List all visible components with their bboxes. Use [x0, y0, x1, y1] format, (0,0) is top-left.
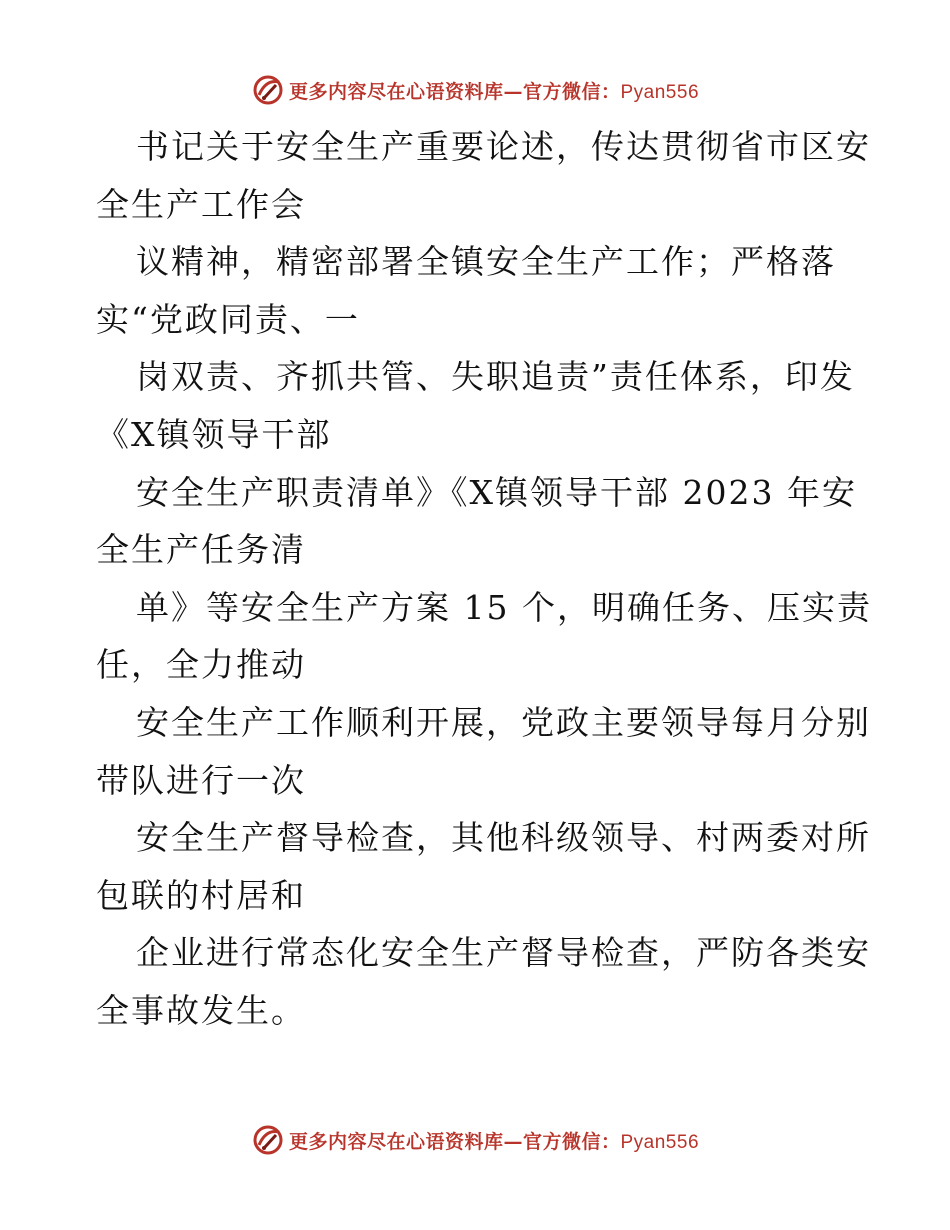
paragraph-line: 实“党政同责、一 — [96, 299, 360, 339]
paragraph-line: 安全生产工作顺利开展，党政主要领导每月分别 — [136, 702, 871, 742]
document-body — [96, 118, 872, 1040]
paragraph-line: 全事故发生。 — [96, 990, 306, 1030]
paragraph-line: 议精神，精密部署全镇安全生产工作；严格落 — [136, 242, 836, 282]
paragraph-line: 单》等安全生产方案 15 个，明确任务、压实责 — [136, 587, 872, 627]
paragraph-line: 任，全力推动 — [96, 645, 306, 685]
paragraph-line: 安全生产督导检查，其他科级领导、村两委对所 — [136, 818, 871, 858]
watermark-text: 更多内容尽在心语资料库—官方微信：Pyan556 — [288, 1130, 700, 1153]
paragraph-line: 《X镇领导干部 — [96, 414, 332, 454]
paragraph-line: 全生产任务清 — [96, 530, 306, 570]
paragraph-line: 书记关于安全生产重要论述，传达贯彻省市区安 — [136, 127, 871, 166]
footer-watermark — [0, 1120, 950, 1160]
paragraph-line: 岗双责、齐抓共管、失职追责”责任体系，印发 — [136, 357, 855, 397]
paragraph-line: 带队进行一次 — [96, 760, 306, 800]
paragraph-line: 安全生产职责清单》《X镇领导干部 2023 年安 — [136, 472, 857, 512]
header-watermark — [0, 70, 950, 110]
paragraph-line: 包联的村居和 — [96, 875, 306, 915]
pen-swirl-icon — [251, 73, 285, 107]
pen-swirl-icon — [251, 1123, 285, 1157]
paragraph-line: 全生产工作会 — [96, 184, 306, 224]
watermark-text: 更多内容尽在心语资料库—官方微信：Pyan556 — [288, 80, 700, 103]
paragraph-line: 企业进行常态化安全生产督导检查，严防各类安 — [136, 933, 871, 973]
